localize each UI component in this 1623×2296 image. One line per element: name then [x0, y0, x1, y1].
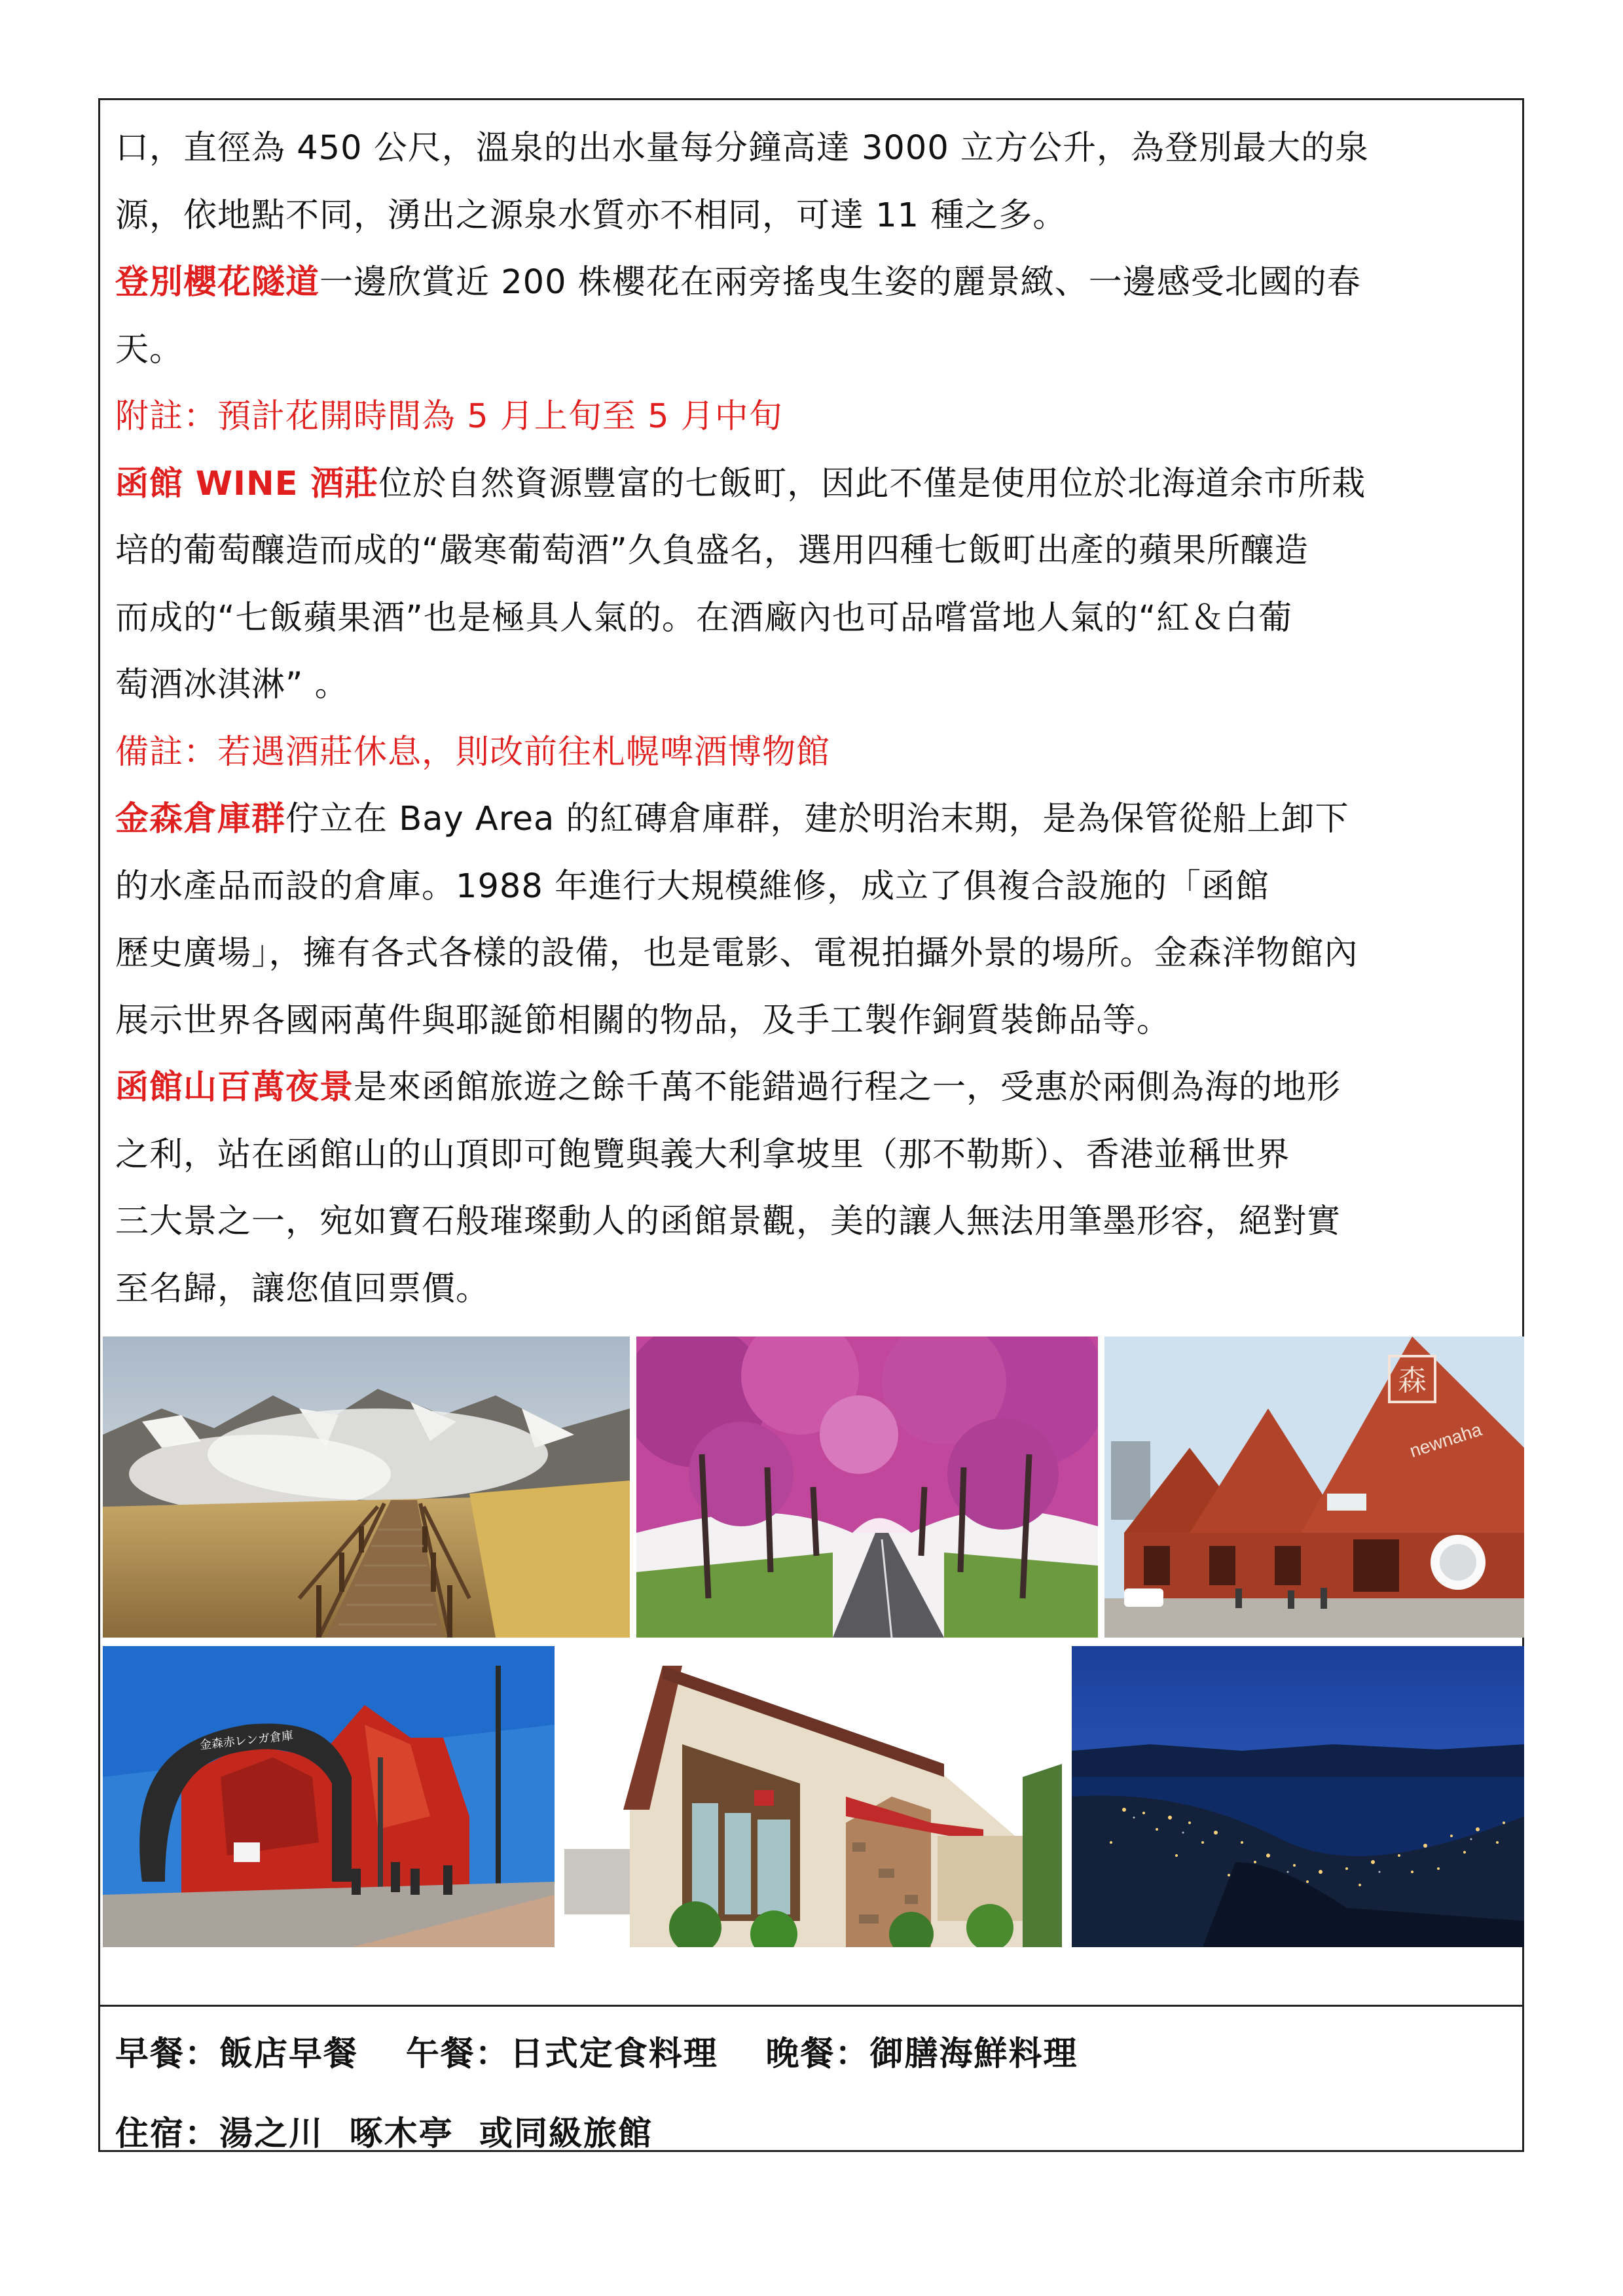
attraction-title: 金森倉庫群: [115, 800, 286, 838]
meals-and-lodging: [115, 2015, 1516, 2174]
brand-lettering: newnaha: [1407, 1419, 1484, 1462]
paragraph-kanemori-warehouse: 金森倉庫群佇立在 Bay Area 的紅磚倉庫群，建於明治末期，是為保管從船上卸下 的水產品而設的倉庫。1988 年進行大規模維修，成立了俱複合設施的「函館 歷史廣場」，擁有各式各樣的設備，也是電影、電視拍攝外景的場所。金森洋物館內 展示世界各國兩萬件與耶誕節相關的物品，及手工製作銅質裝飾品等。: [115, 800, 1359, 1040]
paragraph-hakodate-winery: 函館 WINE 酒莊位於自然資源豐富的七飯町，因此不僅是使用位於北海道余市所栽 培的葡萄釀造而成的“嚴寒葡萄酒”久負盛名，選用四種七飯町出產的蘋果所釀造 而成的“七飯蘋果酒”也是極具人氣的。在酒廠內也可品嚐當地人氣的“紅＆白葡 萄酒冰淇淋” 。: [115, 464, 1366, 704]
paragraph-hakodate-night-view: 函館山百萬夜景是來函館旅遊之餘千萬不能錯過行程之一，受惠於兩側為海的地形 之利，站在函館山的山頂即可飽覽與義大利拿坡里（那不勒斯）、香港並稱世界 三大景之一，宛如寶石般璀璨動人的函館景觀，美的讓人無法用筆墨形容，絕對實 至名歸，讓您值回票價。: [115, 1068, 1341, 1308]
photo-hakodate-winery: [564, 1646, 1062, 1947]
photo-kanemori-ivy: [103, 1646, 555, 1947]
attraction-title: 函館 WINE 酒莊: [115, 464, 379, 503]
note-winery-closed: 備註：若遇酒莊休息，則改前往札幌啤酒博物館: [115, 732, 831, 772]
note-bloom-time: 附註：預計花開時間為 5 月上旬至 5 月中旬: [115, 397, 783, 436]
paragraph-noboribetsu-source: 口，直徑為 450 公尺，溫泉的出水量每分鐘高達 3000 立方公升，為登別最大的泉 源，依地點不同，湧出之源泉水質亦不相同，可達 11 種之多。: [115, 129, 1369, 235]
arch-sign: 金森赤レンガ倉庫: [198, 1729, 294, 1753]
itinerary-description: [115, 115, 1516, 1323]
meals-line: 早餐：飯店早餐 午餐：日式定食料理 晚餐：御膳海鮮料理: [115, 2035, 1078, 2073]
lodging-line: 住宿：湯之川 啄木亭 或同級旅館: [115, 2115, 653, 2153]
photo-cherry-tunnel: [636, 1336, 1098, 1638]
attraction-title: 登別櫻花隧道: [115, 263, 320, 302]
photo-hell-valley: [103, 1336, 630, 1638]
photo-kanemori-warehouse: [1104, 1336, 1524, 1638]
attraction-title: 函館山百萬夜景: [115, 1068, 354, 1107]
photo-hakodate-night-view: [1072, 1646, 1524, 1947]
logo-character: 森: [1398, 1364, 1427, 1397]
section-divider: [98, 2005, 1524, 2007]
paragraph-cherry-tunnel: 登別櫻花隧道一邊欣賞近 200 株櫻花在兩旁搖曳生姿的麗景緻、一邊感受北國的春 天。: [115, 263, 1361, 369]
